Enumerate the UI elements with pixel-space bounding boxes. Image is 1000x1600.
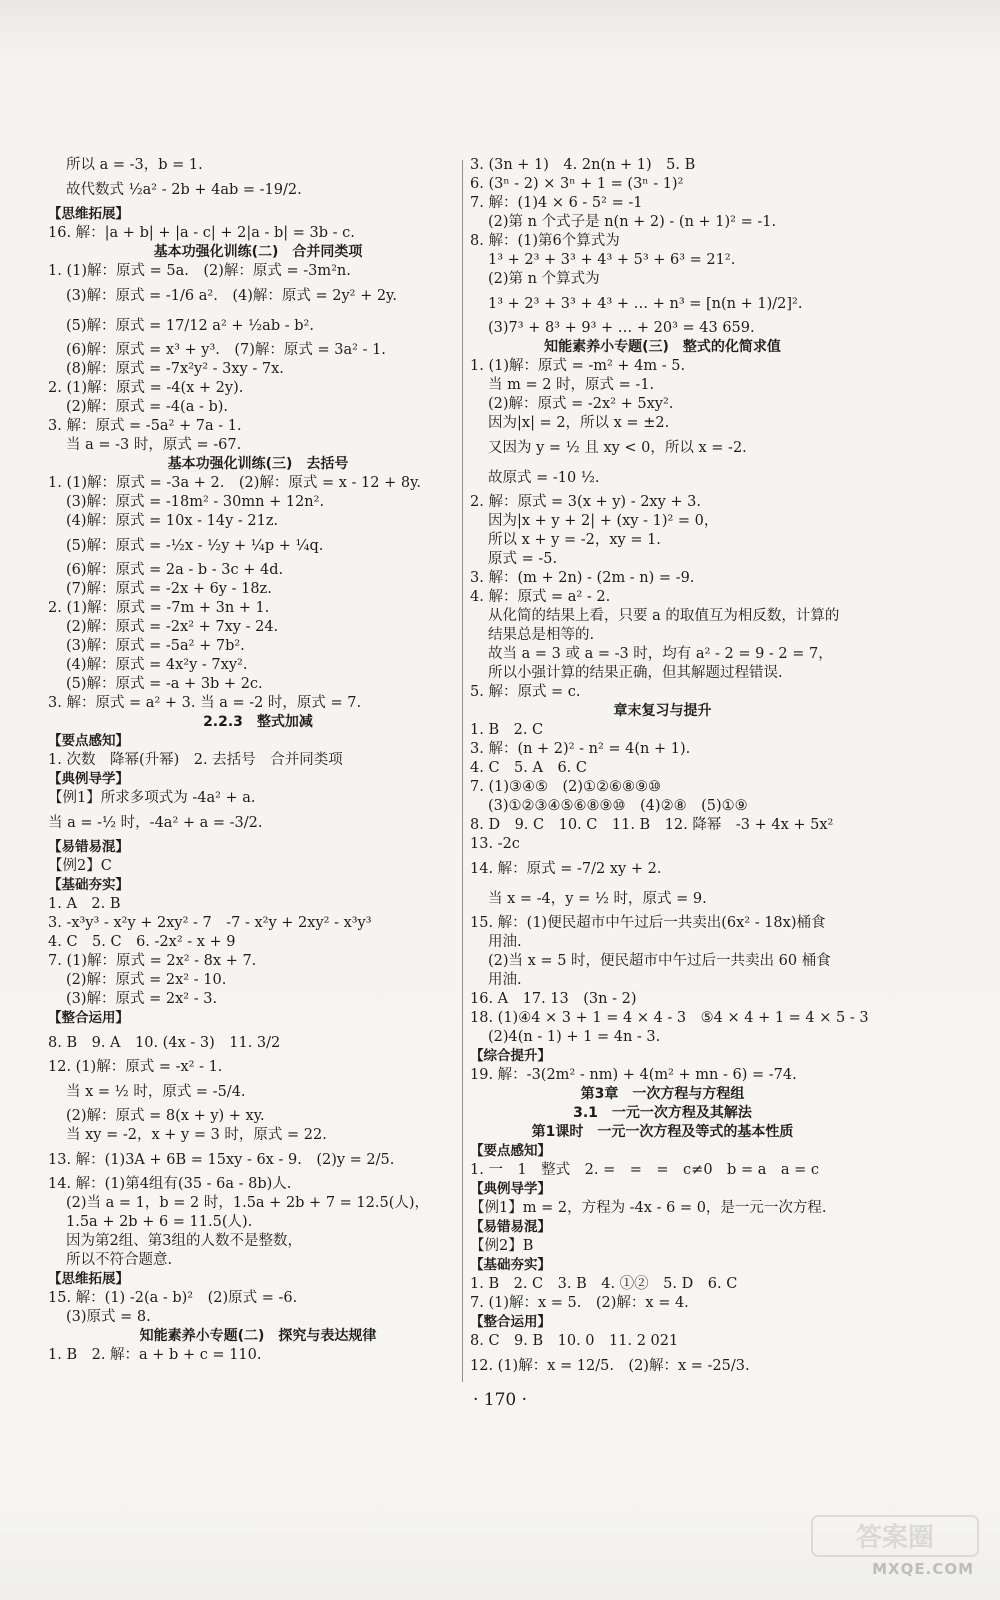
right-answer-line: 6. (3ⁿ - 2) × 3ⁿ + 1 = (3ⁿ - 1)² [470, 176, 684, 192]
left-heading: 2.2.3 整式加减 [203, 714, 313, 730]
left-answer-line: (3)解：原式 = -5a² + 7b². [66, 638, 245, 654]
left-answer-line: 因为第2组、第3组的人数不是整数， [66, 1233, 302, 1249]
left-answer-line: 【例1】所求多项式为 -4a² + a. [48, 790, 256, 806]
left-answer-line: 8. B 9. A 10. (4x - 3) 11. 3/2 [48, 1035, 281, 1051]
left-answer-line: 当 xy = -2，x + y = 3 时，原式 = 22. [66, 1127, 327, 1143]
left-answer-line: (5)解：原式 = -a + 3b + 2c. [66, 676, 263, 692]
left-heading: 知能素养小专题(二) 探究与表达规律 [139, 1328, 377, 1344]
right-answer-line: 12. (1)解：x = 12/5. (2)解：x = -25/3. [470, 1358, 750, 1374]
left-section-label: 【思维拓展】 [48, 206, 129, 222]
left-answer-line: 所以不符合题意. [66, 1252, 173, 1268]
right-answer-line: 1³ + 2³ + 3³ + 4³ + … + n³ = [n(n + 1)/2]². [488, 296, 803, 312]
left-section-label: 【整合运用】 [48, 1010, 129, 1026]
left-answer-line: (7)解：原式 = -2x + 6y - 18z. [66, 581, 272, 597]
right-answer-line: 1. (1)解：原式 = -m² + 4m - 5. [470, 358, 686, 374]
left-section-label: 【典例导学】 [48, 771, 129, 787]
right-section-label: 【易错易混】 [470, 1219, 551, 1235]
left-answer-line: 1.5a + 2b + 6 = 11.5(人). [66, 1214, 253, 1230]
right-answer-line: 结果总是相等的. [488, 627, 595, 643]
left-answer-line: 12. (1)解：原式 = -x² - 1. [48, 1059, 223, 1075]
right-section-label: 【综合提升】 [470, 1048, 551, 1064]
page-number: · 170 · [472, 1390, 528, 1410]
right-answer-line: 用油. [488, 934, 522, 950]
left-answer-line: (3)解：原式 = -1/6 a². (4)解：原式 = 2y² + 2y. [66, 288, 397, 304]
right-answer-line: 用油. [488, 972, 522, 988]
left-answer-line: (3)原式 = 8. [66, 1309, 151, 1325]
right-section-label: 【要点感知】 [470, 1143, 551, 1159]
left-answer-line: 1. B 2. 解：a + b + c = 110. [48, 1347, 262, 1363]
right-answer-line: 因为|x + y + 2| + (xy - 1)² = 0， [488, 513, 719, 529]
left-section-label: 【易错易混】 [48, 839, 129, 855]
right-answer-line: 14. 解：原式 = -7/2 xy + 2. [470, 861, 662, 877]
left-answer-line: 16. 解：|a + b| + |a - c| + 2|a - b| = 3b - c. [48, 225, 355, 241]
right-section-label: 【典例导学】 [470, 1181, 551, 1197]
right-answer-line: 故原式 = -10 ½. [488, 470, 600, 486]
right-heading: 第3章 一次方程与方程组 [580, 1086, 745, 1102]
left-heading: 基本功强化训练(二) 合并同类项 [153, 244, 363, 260]
right-answer-line: (2)第 n 个算式为 [488, 271, 600, 287]
right-answer-line: 1. B 2. C 3. B 4. ①② 5. D 6. C [470, 1276, 738, 1292]
right-section-label: 【整合运用】 [470, 1314, 551, 1330]
right-answer-line: 7. (1)③④⑤ (2)①②⑥⑧⑨⑩ [470, 779, 662, 795]
right-answer-line: 2. 解：原式 = 3(x + y) - 2xy + 3. [470, 494, 702, 510]
left-answer-line: (2)解：原式 = -2x² + 7xy - 24. [66, 619, 279, 635]
right-heading: 第1课时 一元一次方程及等式的基本性质 [531, 1124, 794, 1140]
left-answer-line: (5)解：原式 = 17/12 a² + ½ab - b². [66, 318, 314, 334]
left-answer-line: (2)当 a = 1，b = 2 时，1.5a + 2b + 7 = 12.5(人)， [66, 1195, 430, 1211]
right-answer-line: 4. C 5. A 6. C [470, 760, 587, 776]
right-answer-line: 15. 解：(1)便民超市中午过后一共卖出(6x² - 18x)桶食 [470, 915, 826, 931]
right-answer-line: (2)第 n 个式子是 n(n + 2) - (n + 1)² = -1. [488, 214, 777, 230]
right-answer-line: 8. D 9. C 10. C 11. B 12. 降幂 -3 + 4x + 5x² [470, 817, 834, 833]
right-answer-line: (2)当 x = 5 时，便民超市中午过后一共卖出 60 桶食 [488, 953, 831, 969]
right-answer-line: 19. 解：-3(2m² - nm) + 4(m² + mn - 6) = -74. [470, 1067, 797, 1083]
left-answer-line: 当 x = ½ 时，原式 = -5/4. [66, 1084, 246, 1100]
right-section-label: 【基础夯实】 [470, 1257, 551, 1273]
left-answer-line: 1. (1)解：原式 = -3a + 2. (2)解：原式 = x - 12 + 8y. [48, 475, 421, 491]
left-answer-line: 15. 解：(1) -2(a - b)² (2)原式 = -6. [48, 1290, 298, 1306]
left-answer-line: 13. 解：(1)3A + 6B = 15xy - 6x - 9. (2)y = 2/5. [48, 1152, 395, 1168]
left-column [48, 156, 468, 1365]
left-answer-line: 【例2】C [48, 858, 112, 874]
left-answer-line: 3. 解：原式 = a² + 3. 当 a = -2 时，原式 = 7. [48, 695, 362, 711]
left-answer-line: (6)解：原式 = 2a - b - 3c + 4d. [66, 562, 284, 578]
left-answer-line: 1. 次数 降幂(升幂) 2. 去括号 合并同类项 [48, 752, 343, 768]
left-answer-line: (2)解：原式 = 8(x + y) + xy. [66, 1108, 265, 1124]
left-heading: 基本功强化训练(三) 去括号 [167, 456, 349, 472]
left-answer-line: 1. (1)解：原式 = 5a. (2)解：原式 = -3m²n. [48, 263, 351, 279]
right-answer-line: 5. 解：原式 = c. [470, 684, 581, 700]
column-divider [462, 160, 463, 1382]
right-answer-line: 当 m = 2 时，原式 = -1. [488, 377, 655, 393]
svg-text:答案圈: 答案圈 [855, 1523, 935, 1553]
right-answer-line: 原式 = -5. [488, 551, 558, 567]
left-answer-line: (4)解：原式 = 10x - 14y - 21z. [66, 513, 279, 529]
right-answer-line: 所以 x + y = -2，xy = 1. [488, 532, 661, 548]
right-answer-line: (3)7³ + 8³ + 9³ + … + 20³ = 43 659. [488, 320, 755, 336]
right-answer-line: (2)解：原式 = -2x² + 5xy². [488, 396, 674, 412]
right-answer-line: 又因为 y = ½ 且 xy < 0，所以 x = -2. [488, 440, 747, 456]
left-answer-line: 3. 解：原式 = -5a² + 7a - 1. [48, 418, 242, 434]
right-column [470, 156, 869, 1381]
left-answer-line: 3. -x³y³ - x²y + 2xy² - 7 -7 - x²y + 2xy² - x³y³ [48, 915, 372, 931]
right-answer-line: (2)4(n - 1) + 1 = 4n - 3. [488, 1029, 661, 1045]
right-answer-line: 3. 解：(n + 2)² - n² = 4(n + 1). [470, 741, 691, 757]
left-answer-line: 1. A 2. B [48, 896, 121, 912]
right-answer-line: 4. 解：原式 = a² - 2. [470, 589, 611, 605]
right-answer-line: 3. 解：(m + 2n) - (2m - n) = -9. [470, 570, 695, 586]
right-answer-line: 从化简的结果上看，只要 a 的取值互为相反数，计算的 [488, 608, 840, 624]
left-answer-line: (3)解：原式 = 2x² - 3. [66, 991, 218, 1007]
right-answer-line: 3. (3n + 1) 4. 2n(n + 1) 5. B [470, 157, 696, 173]
right-answer-line: 13. -2c [470, 836, 520, 852]
left-section-label: 【思维拓展】 [48, 1271, 129, 1287]
right-answer-line: 因为|x| = 2，所以 x = ±2. [488, 415, 670, 431]
left-answer-line: 7. (1)解：原式 = 2x² - 8x + 7. [48, 953, 257, 969]
right-answer-line: 1³ + 2³ + 3³ + 4³ + 5³ + 6³ = 21². [488, 252, 736, 268]
right-answer-line: 7. (1)解：x = 5. (2)解：x = 4. [470, 1295, 689, 1311]
right-answer-line: 7. 解：(1)4 × 6 - 5² = -1 [470, 195, 643, 211]
right-heading: 知能素养小专题(三) 整式的化简求值 [544, 339, 781, 355]
left-answer-line: 2. (1)解：原式 = -7m + 3n + 1. [48, 600, 270, 616]
left-answer-line: (2)解：原式 = -4(a - b). [66, 399, 228, 415]
right-answer-line: (3)①②③④⑤⑥⑧⑨⑩ (4)②⑧ (5)①⑨ [488, 798, 748, 814]
left-answer-line: (4)解：原式 = 4x²y - 7xy². [66, 657, 248, 673]
right-answer-line: 故当 a = 3 或 a = -3 时，均有 a² - 2 = 9 - 2 = 7， [488, 646, 833, 662]
left-section-label: 【基础夯实】 [48, 877, 129, 893]
left-answer-line: 4. C 5. C 6. -2x² - x + 9 [48, 934, 236, 950]
left-answer-line: (8)解：原式 = -7x²y² - 3xy - 7x. [66, 361, 284, 377]
left-answer-line: (6)解：原式 = x³ + y³. (7)解：原式 = 3a² - 1. [66, 342, 386, 358]
right-answer-line: 【例2】B [470, 1238, 534, 1254]
right-heading: 章末复习与提升 [613, 703, 712, 719]
left-answer-line: 所以 a = -3，b = 1. [66, 157, 203, 173]
right-answer-line: 1. 一 1 整式 2. = = = c≠0 b = a a = c [470, 1162, 819, 1178]
right-answer-line: 1. B 2. C [470, 722, 544, 738]
right-answer-line: 【例1】m = 2，方程为 -4x - 6 = 0，是一元一次方程. [470, 1200, 827, 1216]
left-answer-line: 当 a = -½ 时，-4a² + a = -3/2. [48, 815, 263, 831]
right-answer-line: 8. 解：(1)第6个算式为 [470, 233, 620, 249]
left-answer-line: 故代数式 ½a² - 2b + 4ab = -19/2. [66, 182, 302, 198]
right-answer-line: 当 x = -4，y = ½ 时，原式 = 9. [488, 891, 707, 907]
left-answer-line: 当 a = -3 时，原式 = -67. [66, 437, 242, 453]
right-answer-line: 8. C 9. B 10. 0 11. 2 021 [470, 1333, 679, 1349]
right-heading: 3.1 一元一次方程及其解法 [573, 1105, 752, 1121]
left-answer-line: (5)解：原式 = -½x - ½y + ¼p + ¼q. [66, 538, 324, 554]
right-answer-line: 18. (1)④4 × 3 + 1 = 4 × 4 - 3 ⑤4 × 4 + 1 = 4 × 5 - 3 [470, 1010, 869, 1026]
watermark-url: MXQE.COM [872, 1560, 974, 1578]
left-answer-line: 2. (1)解：原式 = -4(x + 2y). [48, 380, 244, 396]
right-answer-line: 16. A 17. 13 (3n - 2) [470, 991, 637, 1007]
left-answer-line: (3)解：原式 = -18m² - 30mn + 12n². [66, 494, 325, 510]
left-answer-line: 14. 解：(1)第4组有(35 - 6a - 8b)人. [48, 1176, 292, 1192]
left-section-label: 【要点感知】 [48, 733, 129, 749]
right-answer-line: 所以小强计算的结果正确，但其解题过程错误. [488, 665, 783, 681]
left-answer-line: (2)解：原式 = 2x² - 10. [66, 972, 227, 988]
